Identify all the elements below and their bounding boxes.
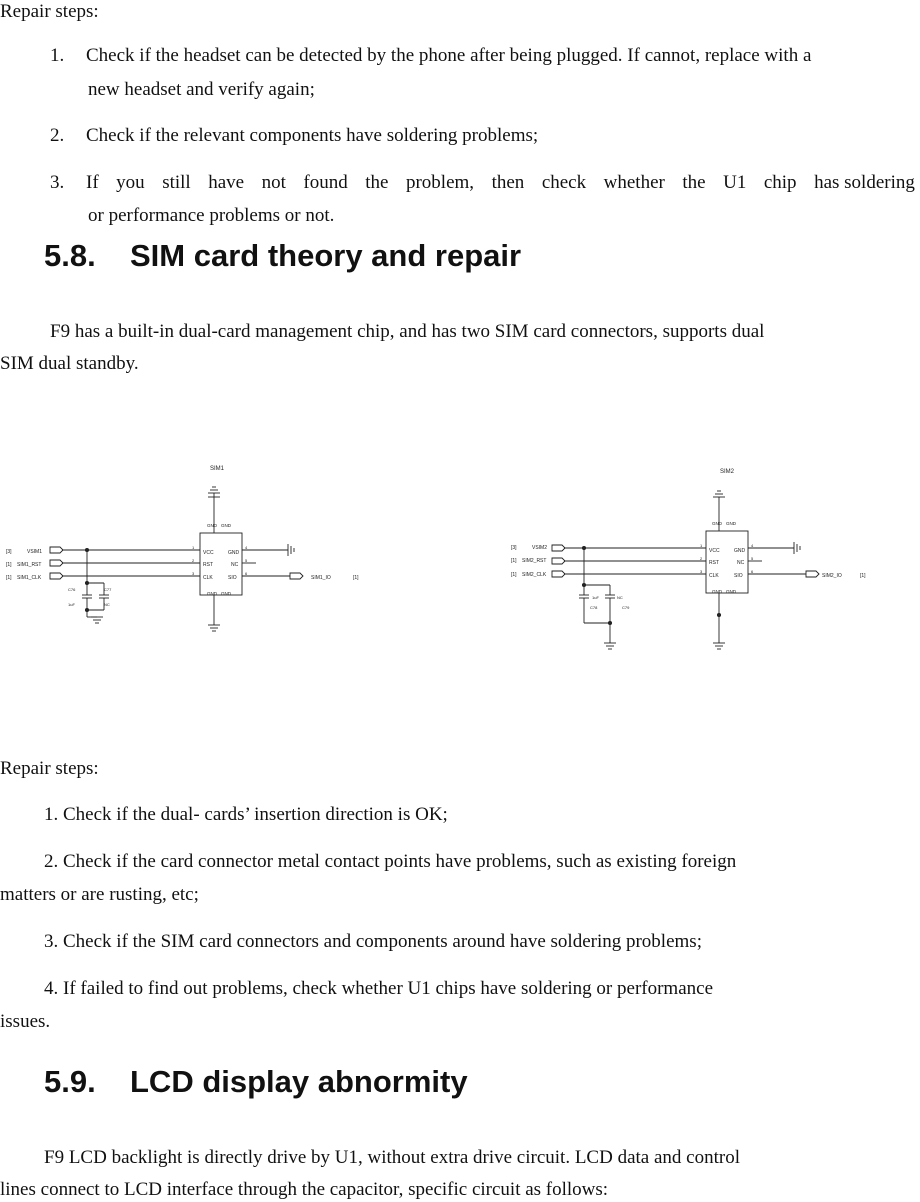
section-title: SIM card theory and repair bbox=[130, 238, 522, 273]
pin-label: RST bbox=[203, 562, 213, 568]
pin-label: GND bbox=[207, 523, 217, 528]
cap-ref: C79 bbox=[622, 605, 630, 610]
body-paragraph-continued: lines connect to LCD interface through the capacitor, specific circuit as follows: bbox=[0, 1179, 609, 1200]
net-ref: [1] bbox=[511, 558, 517, 564]
sim-schematic bbox=[0, 455, 920, 670]
step-text: 1. Check if the dual- cards’ insertion direction is OK; bbox=[44, 804, 448, 825]
word: has soldering bbox=[814, 172, 915, 193]
step-text: Check if the headset can be detected by the phone after being plugged. If cannot, replace with a bbox=[86, 45, 812, 66]
word: the bbox=[365, 172, 389, 193]
word: have bbox=[208, 172, 245, 193]
step-number: 1. bbox=[50, 45, 65, 66]
body-paragraph: F9 LCD backlight is directly drive by U1, without extra drive circuit. LCD data and control bbox=[44, 1147, 740, 1168]
pin-label: GND bbox=[712, 521, 722, 526]
net-label: VSIM2 bbox=[532, 545, 548, 551]
pin-label: GND bbox=[734, 548, 746, 554]
repair-steps-heading: Repair steps: bbox=[0, 1, 99, 22]
net-ref: [3] bbox=[6, 549, 12, 555]
word: problem, bbox=[405, 172, 475, 193]
word: If bbox=[86, 172, 99, 193]
sim1-circuit bbox=[6, 466, 359, 631]
pin-number: 5 bbox=[245, 558, 248, 563]
net-ref: [1] bbox=[511, 572, 517, 578]
word: then bbox=[491, 172, 525, 193]
pin-number: 3 bbox=[192, 571, 195, 576]
step-text-justified bbox=[86, 171, 915, 195]
net-ref: [1] bbox=[353, 575, 359, 581]
net-label: SIM1_CLK bbox=[17, 575, 42, 581]
cap-ref: C76 bbox=[68, 587, 76, 592]
pin-label: SIO bbox=[228, 575, 237, 581]
pin-label: CLK bbox=[203, 575, 213, 581]
pin-label: RST bbox=[709, 560, 719, 566]
body-paragraph-continued: SIM dual standby. bbox=[0, 353, 139, 374]
step-number: 2. bbox=[50, 125, 65, 146]
net-ref: [3] bbox=[511, 545, 517, 551]
pin-number: 6 bbox=[245, 571, 248, 576]
word: found bbox=[303, 172, 348, 193]
pin-number: 2 bbox=[700, 556, 703, 561]
pin-number: 4 bbox=[751, 543, 754, 548]
net-label: SIM2_RST bbox=[522, 558, 547, 564]
net-ref: [1] bbox=[860, 573, 866, 579]
net-label: SIM2_IO bbox=[822, 573, 842, 579]
net-label: SIM1_IO bbox=[311, 575, 331, 581]
cap-value: NC bbox=[617, 595, 623, 600]
body-paragraph: F9 has a built-in dual-card management chip, and has two SIM card connectors, supports dual bbox=[50, 321, 765, 342]
cap-ref: C77 bbox=[104, 587, 112, 592]
sim2-circuit bbox=[511, 469, 866, 649]
repair-steps-heading: Repair steps: bbox=[0, 758, 99, 779]
pin-label: GND bbox=[221, 591, 231, 596]
pin-number: 3 bbox=[700, 569, 703, 574]
cap-ref: C78 bbox=[590, 605, 598, 610]
step-number: 3. bbox=[50, 172, 65, 193]
pin-label: VCC bbox=[203, 550, 214, 556]
pin-number: 2 bbox=[192, 558, 195, 563]
section-number: 5.8. bbox=[44, 238, 96, 273]
step-text-continued: new headset and verify again; bbox=[88, 79, 315, 100]
step-text: 3. Check if the SIM card connectors and components around have soldering problems; bbox=[44, 931, 702, 952]
word: U1 bbox=[723, 172, 747, 193]
step-text-continued: matters or are rusting, etc; bbox=[0, 884, 199, 905]
pin-number: 6 bbox=[751, 569, 754, 574]
step-text-continued: or performance problems or not. bbox=[88, 205, 335, 226]
pin-label: NC bbox=[231, 562, 239, 568]
word: chip bbox=[763, 172, 797, 193]
pin-label: GND bbox=[726, 589, 736, 594]
step-text: Check if the relevant components have soldering problems; bbox=[86, 125, 539, 146]
word: not bbox=[261, 172, 286, 193]
net-label: SIM2_CLK bbox=[522, 572, 547, 578]
section-title: LCD display abnormity bbox=[130, 1064, 468, 1099]
step-text-continued: issues. bbox=[0, 1011, 51, 1032]
net-ref: [1] bbox=[6, 575, 12, 581]
pin-number: 1 bbox=[700, 543, 703, 548]
pin-label: GND bbox=[207, 591, 217, 596]
section-number: 5.9. bbox=[44, 1064, 96, 1099]
word: still bbox=[162, 172, 191, 193]
sim2-title: SIM2 bbox=[720, 469, 735, 475]
pin-label: VCC bbox=[709, 548, 720, 554]
step-text: 2. Check if the card connector metal contact points have problems, such as existing foreign bbox=[44, 851, 737, 872]
pin-label: GND bbox=[228, 550, 240, 556]
word: you bbox=[116, 172, 145, 193]
pin-label: GND bbox=[221, 523, 231, 528]
pin-number: 1 bbox=[192, 545, 195, 550]
pin-label: GND bbox=[726, 521, 736, 526]
pin-label: SIO bbox=[734, 573, 743, 579]
word: the bbox=[682, 172, 706, 193]
net-ref: [1] bbox=[6, 562, 12, 568]
cap-value: 1uF bbox=[68, 602, 75, 607]
cap-value: NC bbox=[104, 602, 110, 607]
pin-label: CLK bbox=[709, 573, 719, 579]
net-label: SIM1_RST bbox=[17, 562, 42, 568]
sim1-title: SIM1 bbox=[210, 466, 225, 472]
net-label: VSIM1 bbox=[27, 549, 43, 555]
word: whether bbox=[603, 172, 665, 193]
word: check bbox=[541, 172, 587, 193]
pin-number: 5 bbox=[751, 556, 754, 561]
pin-number: 4 bbox=[245, 545, 248, 550]
pin-label: NC bbox=[737, 560, 745, 566]
cap-value: 1uF bbox=[592, 595, 599, 600]
pin-label: GND bbox=[712, 589, 722, 594]
step-text: 4. If failed to find out problems, check whether U1 chips have soldering or performance bbox=[44, 978, 713, 999]
